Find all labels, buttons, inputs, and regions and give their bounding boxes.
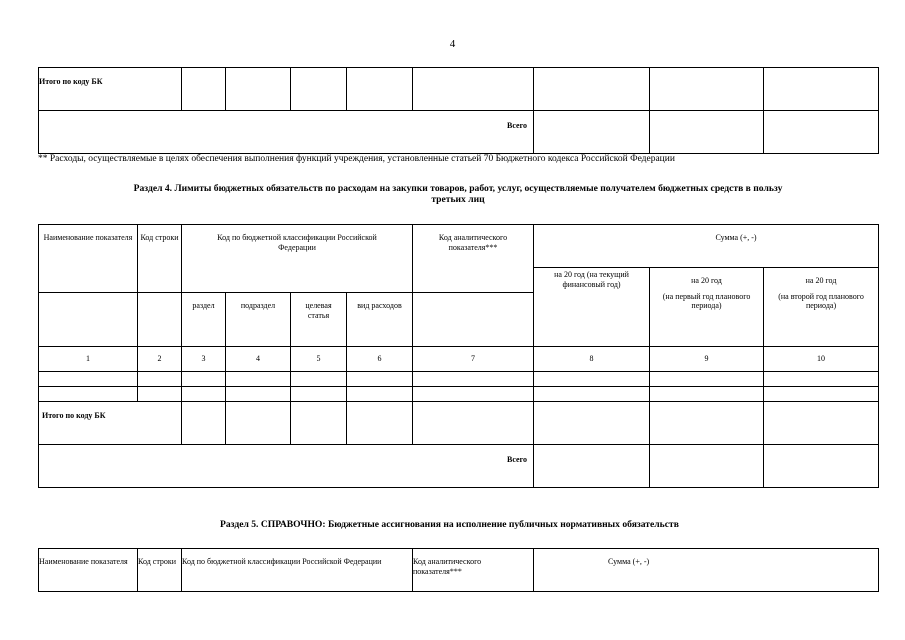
column-number: 3 bbox=[182, 347, 226, 372]
section4-title-line1: Раздел 4. Лимиты бюджетных обязательств по расходам на закупки товаров, работ, услуг, осуществляемые получателем бюджетных средств в пользу bbox=[133, 183, 783, 194]
table-cell bbox=[764, 445, 879, 488]
s5-header-sum: Сумма (+, -) bbox=[534, 549, 879, 592]
table-cell bbox=[413, 387, 534, 402]
total-by-bk-label: Итого по коду БК bbox=[39, 402, 182, 445]
table-cell bbox=[650, 68, 764, 111]
table-cell bbox=[413, 293, 534, 347]
column-number: 9 bbox=[650, 347, 764, 372]
header-analytic-code: Код аналитического показателя*** bbox=[413, 225, 534, 293]
s5-header-row-code: Код строки bbox=[138, 549, 182, 592]
table-cell bbox=[764, 387, 879, 402]
table-cell bbox=[534, 387, 650, 402]
table-cell bbox=[182, 372, 226, 387]
table-cell bbox=[413, 372, 534, 387]
table-cell bbox=[347, 387, 413, 402]
section4-title bbox=[38, 183, 878, 205]
header-sum: Сумма (+, -) bbox=[534, 225, 879, 268]
table-cell bbox=[534, 372, 650, 387]
table-cell bbox=[347, 68, 413, 111]
table-cell bbox=[413, 68, 534, 111]
header-year2 bbox=[650, 268, 764, 347]
column-number: 4 bbox=[226, 347, 291, 372]
header-indicator-name: Наименование показателя bbox=[39, 225, 138, 293]
page-number: 4 bbox=[449, 38, 456, 50]
grand-total-label: Всего bbox=[39, 445, 534, 488]
table-cell bbox=[182, 402, 226, 445]
column-number: 10 bbox=[764, 347, 879, 372]
table-cell bbox=[534, 445, 650, 488]
grand-total-label: Всего bbox=[39, 111, 534, 154]
column-number: 5 bbox=[291, 347, 347, 372]
section4-table bbox=[38, 224, 879, 488]
header-year3-label: на 20 год bbox=[805, 276, 837, 285]
footnote: ** Расходы, осуществляемые в целях обеспечения выполнения функций учреждения, установленные статьей 70 Бюджетного кодекса Российской Федерации bbox=[38, 154, 675, 164]
s5-header-analytic-code: Код аналитического показателя*** bbox=[413, 549, 534, 592]
table-cell bbox=[534, 402, 650, 445]
table-cell bbox=[291, 68, 347, 111]
table-cell bbox=[226, 68, 291, 111]
table-cell bbox=[226, 387, 291, 402]
table-cell bbox=[39, 372, 138, 387]
table-cell bbox=[182, 68, 226, 111]
header-expense-type: вид расходов bbox=[347, 293, 413, 347]
section5-table bbox=[38, 548, 879, 592]
header-subsection: подраздел bbox=[226, 293, 291, 347]
table-cell bbox=[413, 402, 534, 445]
s5-header-indicator-name: Наименование показателя bbox=[39, 549, 138, 592]
table-cell bbox=[182, 387, 226, 402]
s5-header-bk-code: Код по бюджетной классификации Российской Федерации bbox=[182, 549, 413, 592]
table-cell bbox=[534, 68, 650, 111]
table-cell bbox=[39, 387, 138, 402]
table-cell bbox=[764, 372, 879, 387]
table-cell bbox=[534, 111, 650, 154]
column-number: 7 bbox=[413, 347, 534, 372]
header-bk-code: Код по бюджетной классификации Российской Федерации bbox=[182, 225, 413, 293]
header-year3-sub: (на второй год планового периода) bbox=[778, 291, 864, 311]
header-year2-sub: (на первый год планового периода) bbox=[662, 291, 751, 311]
total-by-bk-label: Итого по коду БК bbox=[39, 68, 182, 111]
table-cell bbox=[291, 402, 347, 445]
header-year1: на 20 год (на текущий финансовый год) bbox=[534, 268, 650, 347]
table-cell bbox=[138, 387, 182, 402]
column-number: 6 bbox=[347, 347, 413, 372]
top-totals-table bbox=[38, 67, 879, 154]
header-target-article: целевая статья bbox=[291, 293, 347, 347]
table-cell bbox=[39, 293, 138, 347]
table-cell bbox=[138, 372, 182, 387]
section4-title-line2: третьих лиц bbox=[431, 194, 485, 206]
section5-title: Раздел 5. СПРАВОЧНО: Бюджетные ассигнования на исполнение публичных нормативных обязательств bbox=[220, 519, 679, 530]
header-section: раздел bbox=[182, 293, 226, 347]
column-number: 1 bbox=[39, 347, 138, 372]
table-cell bbox=[650, 402, 764, 445]
table-cell bbox=[138, 293, 182, 347]
table-cell bbox=[764, 111, 879, 154]
table-cell bbox=[764, 402, 879, 445]
header-year2-label: на 20 год bbox=[691, 276, 722, 285]
table-cell bbox=[291, 372, 347, 387]
table-cell bbox=[650, 445, 764, 488]
table-cell bbox=[226, 372, 291, 387]
table-cell bbox=[650, 111, 764, 154]
column-number: 8 bbox=[534, 347, 650, 372]
table-cell bbox=[764, 68, 879, 111]
column-number: 2 bbox=[138, 347, 182, 372]
table-cell bbox=[347, 402, 413, 445]
header-row-code: Код строки bbox=[138, 225, 182, 293]
table-cell bbox=[226, 402, 291, 445]
table-cell bbox=[650, 387, 764, 402]
header-year3 bbox=[764, 268, 879, 347]
table-cell bbox=[347, 372, 413, 387]
table-cell bbox=[650, 372, 764, 387]
table-cell bbox=[291, 387, 347, 402]
